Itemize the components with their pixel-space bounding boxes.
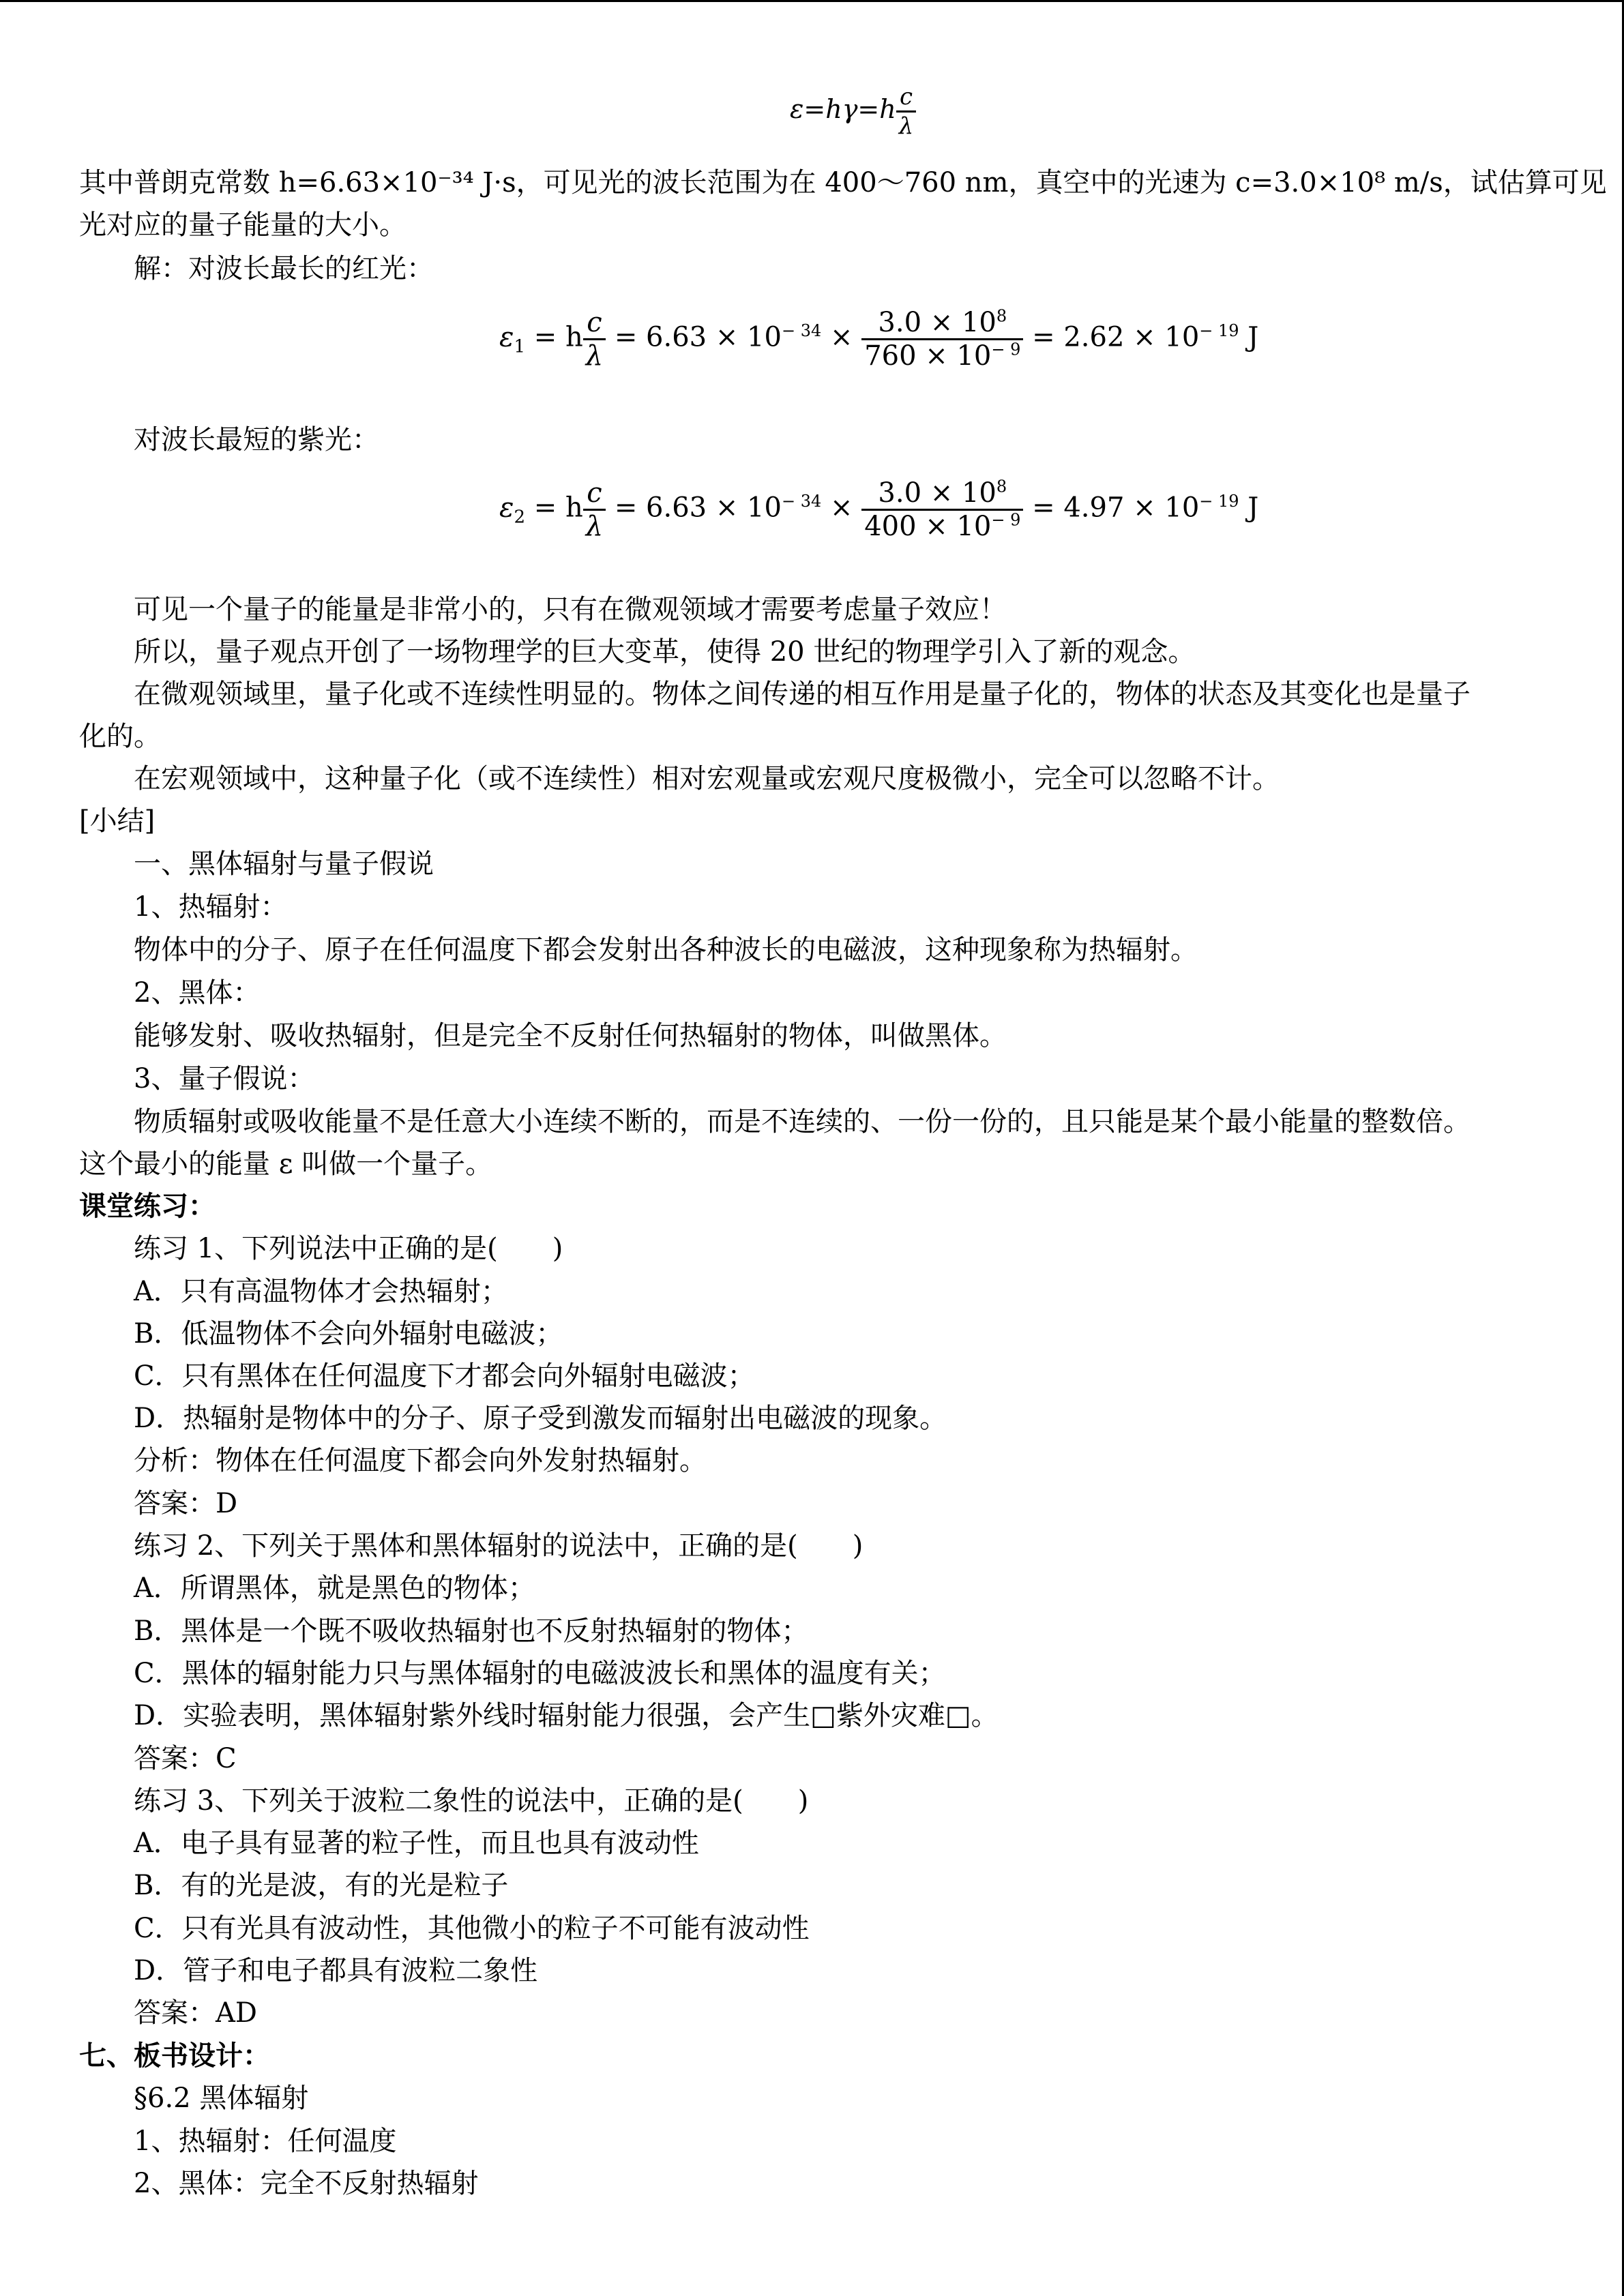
- eq1-frac1-den: λ: [583, 338, 606, 372]
- eq2-unit: J: [1239, 492, 1259, 524]
- eq1-frac2-num-base: 3.0 × 10: [878, 307, 996, 338]
- practice-title: 课堂练习：: [79, 1190, 216, 1222]
- eq2-frac2-den-base: 400 × 10: [864, 511, 992, 542]
- exercise-2-option: C．黑体的辐射能力只与黑体辐射的电磁波波长和黑体的温度有关；: [134, 1658, 946, 1689]
- eq1-frac2-num-exp: 8: [996, 306, 1007, 326]
- equation-violet-light: [499, 477, 1258, 542]
- summary-line: 物质辐射或吸收能量不是任意大小连续不断的，而是不连续的、一份一份的，且只能是某个最小能量的整数倍。: [134, 1106, 1471, 1137]
- paragraph: 化的。: [79, 721, 161, 752]
- eq2-times: ×: [829, 492, 853, 524]
- eq2-frac1-num: c: [587, 477, 602, 509]
- eq2-frac2-num-base: 3.0 × 10: [878, 477, 996, 509]
- page-border-top: [0, 0, 1624, 2]
- eq1-coef: = 6.63 × 10: [614, 321, 782, 353]
- eq1-mid: = h: [533, 321, 583, 353]
- violet-label: 对波长最短的紫光：: [134, 424, 379, 456]
- exercise-1-option: C．只有黑体在任何温度下才都会向外辐射电磁波；: [134, 1360, 755, 1392]
- board-line: 2、黑体：完全不反射热辐射: [134, 2168, 479, 2199]
- eq1-times: ×: [829, 321, 853, 353]
- eq2-frac2-den-exp: − 9: [991, 510, 1021, 530]
- exercise-3-option: A．电子具有显著的粒子性，而且也具有波动性: [134, 1828, 699, 1859]
- eq2-lhs: ε: [499, 492, 514, 524]
- summary-line: 2、黑体：: [134, 977, 261, 1009]
- exercise-1-analysis: 分析：物体在任何温度下都会向外发射热辐射。: [134, 1445, 707, 1476]
- eq1-lhs-sub: 1: [514, 336, 526, 357]
- formula-denominator: λ: [896, 110, 917, 140]
- board-line: §6.2 黑体辐射: [134, 2083, 309, 2114]
- paragraph: 在宏观领域中，这种量子化（或不连续性）相对宏观量或宏观尺度极微小，完全可以忽略不计。: [134, 763, 1280, 794]
- summary-line: 这个最小的能量 ε 叫做一个量子。: [79, 1148, 493, 1180]
- formula-fraction: [896, 83, 917, 140]
- exercise-3-answer: 答案：AD: [134, 1997, 257, 2029]
- exercise-1-option: B．低温物体不会向外辐射电磁波；: [134, 1318, 563, 1350]
- intro-line-1: 其中普朗克常数 h=6.63×10⁻³⁴ J·s，可见光的波长范围为在 400～760 nm，真空中的光速为 c=3.0×10⁸ m/s，试估算可见: [79, 167, 1607, 198]
- eq2-coef-exp: − 34: [781, 492, 822, 511]
- eq1-frac2-den: [861, 338, 1023, 372]
- solution-label: 解：对波长最长的红光：: [134, 253, 434, 284]
- eq1-frac2-num: [861, 307, 1023, 338]
- eq1-result: = 2.62 × 10: [1032, 321, 1200, 353]
- eq2-frac2-num: [861, 477, 1023, 509]
- planck-formula: [790, 83, 916, 140]
- eq2-mid: = h: [533, 492, 583, 524]
- summary-line: 一、黑体辐射与量子假说: [134, 848, 434, 880]
- paragraph: 所以，量子观点开创了一场物理学的巨大变革，使得 20 世纪的物理学引入了新的观念。: [134, 636, 1196, 668]
- paragraph: 在微观领域里，量子化或不连续性明显的。物体之间传递的相互作用是量子化的，物体的状态及其变化也是量子: [134, 679, 1471, 710]
- exercise-1-answer: 答案：D: [134, 1488, 238, 1519]
- eq1-frac2-den-base: 760 × 10: [864, 340, 992, 372]
- exercise-2-question: 练习 2、下列关于黑体和黑体辐射的说法中，正确的是( ): [134, 1530, 863, 1562]
- summary-line: 1、热辐射：: [134, 891, 288, 923]
- exercise-2-option: A．所谓黑体，就是黑色的物体；: [134, 1572, 535, 1604]
- summary-line: 物体中的分子、原子在任何温度下都会发射出各种波长的电磁波，这种现象称为热辐射。: [134, 934, 1198, 966]
- summary-line: 能够发射、吸收热辐射，但是完全不反射任何热辐射的物体，叫做黑体。: [134, 1020, 1007, 1052]
- equation-red-light: [499, 307, 1258, 372]
- exercise-3-option: C．只有光具有波动性，其他微小的粒子不可能有波动性: [134, 1913, 810, 1944]
- eq2-frac1: [583, 477, 606, 542]
- eq1-frac1-num: c: [587, 307, 602, 338]
- eq2-frac2: [861, 477, 1023, 542]
- board-design-title: 七、板书设计：: [79, 2040, 270, 2072]
- eq2-frac2-num-exp: 8: [996, 477, 1007, 496]
- exercise-1-question: 练习 1、下列说法中正确的是( ): [134, 1233, 563, 1264]
- eq2-result-exp: − 19: [1199, 492, 1239, 511]
- eq1-frac2-den-exp: − 9: [991, 340, 1021, 359]
- summary-line: 3、量子假说：: [134, 1063, 315, 1094]
- eq1-unit: J: [1239, 321, 1259, 353]
- formula-lhs: ε=hγ=h: [790, 94, 896, 124]
- exercise-3-question: 练习 3、下列关于波粒二象性的说法中，正确的是( ): [134, 1785, 809, 1817]
- exercise-3-option: B．有的光是波，有的光是粒子: [134, 1870, 509, 1901]
- summary-title: [小结]: [79, 805, 156, 837]
- eq2-coef: = 6.63 × 10: [614, 492, 782, 524]
- eq1-frac2: [861, 307, 1023, 372]
- eq1-frac1: [583, 307, 606, 372]
- exercise-2-option: B．黑体是一个既不吸收热辐射也不反射热辐射的物体；: [134, 1615, 809, 1647]
- exercise-2-answer: 答案：C: [134, 1743, 237, 1774]
- formula-numerator: c: [899, 83, 913, 110]
- eq2-lhs-sub: 2: [514, 507, 526, 528]
- eq2-frac1-den: λ: [583, 509, 606, 542]
- eq2-frac2-den: [861, 509, 1023, 542]
- exercise-1-option: D．热辐射是物体中的分子、原子受到激发而辐射出电磁波的现象。: [134, 1403, 947, 1434]
- paragraph: 可见一个量子的能量是非常小的，只有在微观领域才需要考虑量子效应！: [134, 594, 1007, 625]
- exercise-1-option: A．只有高温物体才会热辐射；: [134, 1276, 508, 1307]
- exercise-2-option: D．实验表明，黑体辐射紫外线时辐射能力很强，会产生□紫外灾难□。: [134, 1700, 999, 1731]
- eq2-result: = 4.97 × 10: [1032, 492, 1200, 524]
- intro-line-2: 光对应的量子能量的大小。: [79, 209, 407, 241]
- eq1-coef-exp: − 34: [781, 321, 822, 341]
- board-line: 1、热辐射：任何温度: [134, 2126, 397, 2157]
- exercise-3-option: D．管子和电子都具有波粒二象性: [134, 1955, 538, 1986]
- eq1-result-exp: − 19: [1199, 321, 1239, 341]
- eq1-lhs: ε: [499, 321, 514, 353]
